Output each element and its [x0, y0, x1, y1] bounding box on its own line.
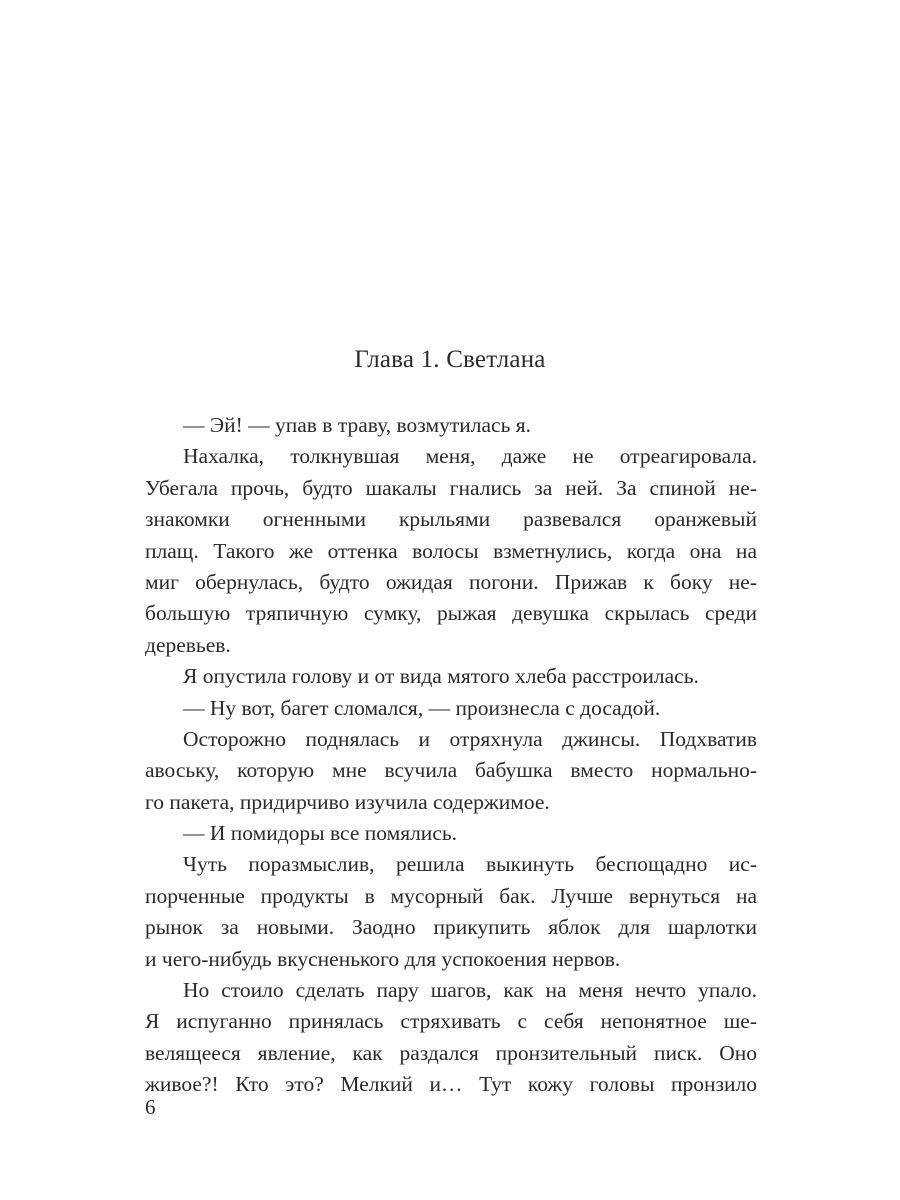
text-line: авоську, которую мне всучила бабушка вместо нормально-	[145, 758, 757, 783]
text-line: — И помидоры все помялись.	[183, 821, 458, 846]
text-line: Я испуганно принялась стряхивать с себя непонятное ше-	[145, 1009, 757, 1034]
text-line: порченные продукты в мусорный бак. Лучше вернуться на	[145, 883, 757, 908]
page-number: 6	[145, 1095, 156, 1119]
text-line: Но стоило сделать пару шагов, как на меня нечто упало.	[183, 978, 757, 1003]
text-line: миг обернулась, будто ожидая погони. Прижав к боку не-	[145, 569, 757, 594]
text-line: Нахалка, толкнувшая меня, даже не отреагировала.	[183, 444, 757, 469]
text-line: — Эй! — упав в траву, возмутилась я.	[183, 413, 532, 437]
body-text	[145, 410, 757, 1101]
text-line: го пакета, придирчиво изучила содержимое.	[145, 789, 550, 814]
text-line: Я опустила голову и от вида мятого хлеба расстроилась.	[183, 664, 699, 689]
text-line: Чуть поразмыслив, решила выкинуть беспощадно ис-	[183, 852, 757, 877]
text-line: деревьев.	[145, 632, 231, 657]
text-line: знакомки огненными крыльями развевался оранжевый	[145, 507, 757, 532]
text-line: Убегала прочь, будто шакалы гнались за ней. За спиной не-	[145, 475, 757, 500]
text-line: живое?! Кто это? Мелкий и… Тут кожу головы пронзило	[145, 1072, 757, 1097]
text-line: большую тряпичную сумку, рыжая девушка скрылась среди	[145, 601, 757, 626]
text-line: Осторожно поднялась и отряхнула джинсы. Подхватив	[183, 726, 757, 751]
chapter-title: Глава 1. Светлана	[354, 346, 546, 373]
text-line: плащ. Такого же оттенка волосы взметнулись, когда она на	[145, 538, 757, 563]
text-line: велящееся явление, как раздался пронзительный писк. Оно	[145, 1040, 757, 1065]
text-line: рынок за новыми. Заодно прикупить яблок для шарлотки	[145, 915, 757, 940]
text-line: — Ну вот, багет сломался, — произнесла с досадой.	[183, 695, 661, 720]
text-line: и чего-нибудь вкусненького для успокоения нервов.	[145, 946, 621, 971]
